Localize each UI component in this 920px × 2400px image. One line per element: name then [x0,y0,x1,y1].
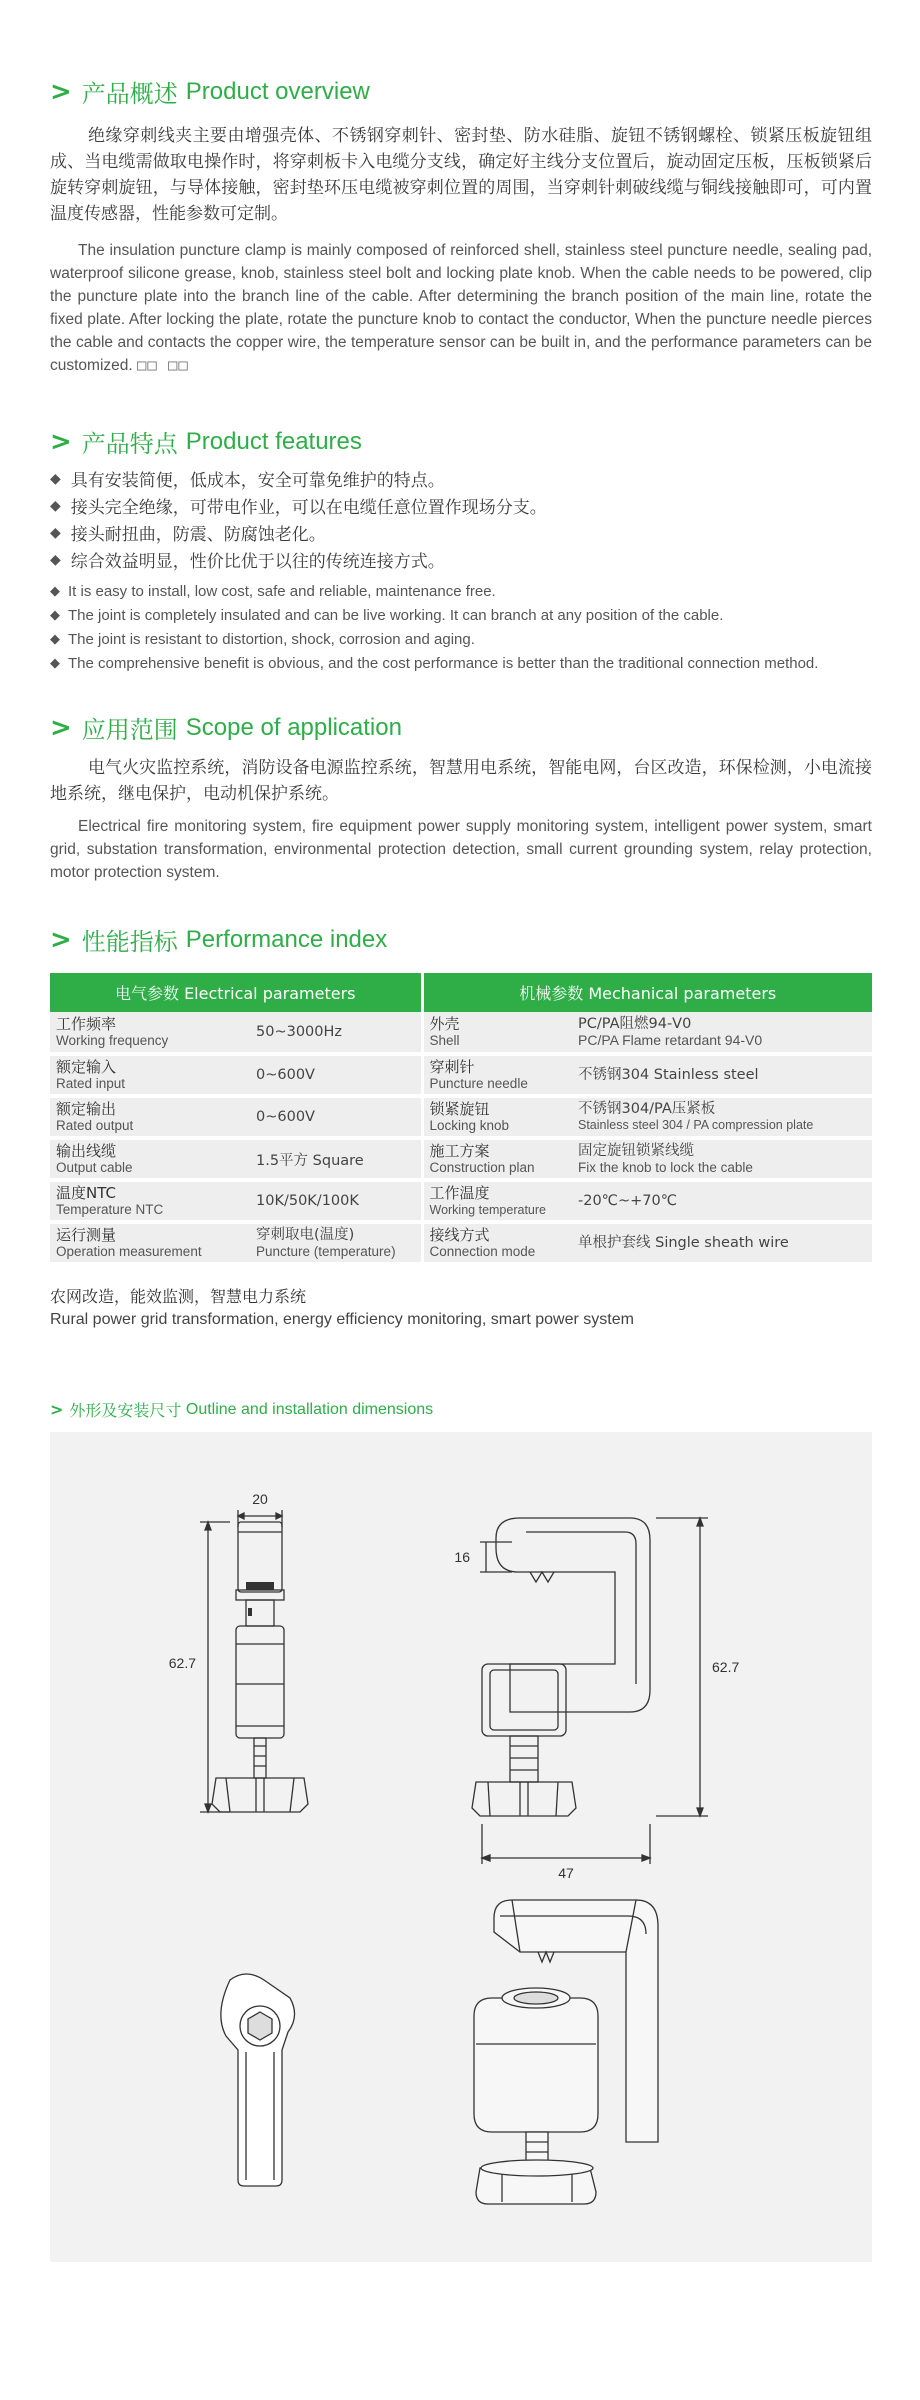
param-value-text: 固定旋钮锁紧线缆 [578,1143,694,1159]
performance-heading [50,922,872,957]
overview-paragraph-en-text: The insulation puncture clamp is mainly composed of reinforced shell, stainless steel puncture needle, sealing pad, waterproof silicone grease, knob, stainless steel bolt and locking plate knob. When the cable needs to be powered, clip the puncture plate into the branch line of the cable. After determining the branch position of the main line, rotate the fixed plate. After locking the plate, rotate the puncture knob to contact the conductor, When the puncture needle pierces the cable and contacts the copper wire, the temperature sensor can be built in, and the performance parameters can be customized. [50,242,872,374]
param-label-en: Shell [429,1032,460,1048]
param-label-cn: 工作温度 [429,1183,490,1202]
param-label-cn: 工作频率 [56,1014,117,1033]
application-note-cn: 农网改造，能效监测，智慧电力系统 [50,1287,307,1306]
param-label-cn: 接线方式 [429,1225,490,1244]
features-section [50,424,872,675]
param-value [250,1012,422,1054]
dimension-height-right-label: 62.7 [712,1659,740,1675]
param-label [50,1012,250,1054]
features-title-en: Product features [185,427,362,455]
param-value [572,1138,872,1180]
param-value-text: 0~600V [256,1067,315,1083]
features-list-en [50,579,872,675]
param-value-text: -20℃~+70℃ [578,1192,678,1209]
param-label [422,1096,572,1138]
param-value-text-en: Puncture (temperature) [256,1244,396,1259]
performance-title-cn: 性能指标 [81,929,178,956]
list-item [50,603,872,627]
diamond-bullet-icon: ◆ [50,583,60,599]
param-label [422,1054,572,1096]
list-item [50,546,872,573]
param-value [250,1138,422,1180]
overview-title-en: Product overview [185,77,370,105]
param-value [250,1222,422,1264]
list-item [50,519,872,546]
performance-section [50,922,872,1329]
param-label [50,1222,250,1264]
list-item [50,492,872,519]
param-label [50,1054,250,1096]
outline-heading [50,1398,433,1421]
feature-text: The comprehensive benefit is obvious, and the cost performance is better than the traditional connection method. [68,654,819,672]
outline-title-en: Outline and installation dimensions [185,1400,434,1418]
param-label-cn: 运行测量 [56,1225,117,1244]
list-item [50,627,872,651]
param-label-en: Rated input [56,1075,126,1091]
chevron-right-icon: > [50,426,72,457]
param-value-text: 不锈钢304/PA压紧板 [578,1101,716,1117]
diamond-bullet-icon: ◆ [50,607,60,623]
param-value [572,1180,872,1222]
scope-section [50,710,872,884]
overview-heading [50,74,872,109]
param-value-text: 1.5平方 Square [256,1152,364,1169]
param-value [250,1180,422,1222]
diamond-bullet-icon: ◆ [50,470,61,487]
electrical-parameters-header: 电气参数 Electrical parameters [50,973,422,1012]
table-header-row [50,973,872,1012]
diamond-bullet-icon: ◆ [50,497,61,514]
performance-title-en: Performance index [185,925,388,953]
param-label-en: Output cable [56,1159,133,1175]
feature-text: 接头完全绝缘，可带电作业，可以在电缆任意位置作现场分支。 [70,498,547,518]
technical-drawing [50,1432,872,2262]
chevron-right-icon: > [50,924,72,955]
feature-text: The joint is resistant to distortion, shock, corrosion and aging. [68,630,475,648]
param-label-en: Connection mode [429,1243,536,1259]
outline-title-cn: 外形及安装尺寸 [69,1403,182,1420]
param-label-cn: 温度NTC [56,1183,116,1202]
chevron-right-icon: > [50,712,72,743]
scope-title-en: Scope of application [185,713,402,741]
param-label-en: Working frequency [56,1032,169,1048]
param-label [422,1012,572,1054]
scope-heading [50,710,872,745]
param-value-text-en: Stainless steel 304 / PA compression plate [578,1118,814,1132]
table-row [50,1012,872,1054]
param-label-en: Operation measurement [56,1243,202,1259]
param-value [572,1054,872,1096]
param-label-cn: 额定输入 [56,1057,117,1076]
feature-text: The joint is completely insulated and can be live working. It can branch at any position of the cable. [68,606,724,624]
param-label [422,1222,572,1264]
overview-paragraph-cn: 绝缘穿刺线夹主要由增强壳体、不锈钢穿刺针、密封垫、防水硅脂、旋钮不锈钢螺栓、锁紧压板旋钮组成、当电缆需做取电操作时，将穿刺板卡入电缆分支线，确定好主线分支位置后，旋动固定压板，压板锁紧后旋转穿刺旋钮，与导体接触，密封垫环压电缆被穿刺位置的周围，当穿刺针刺破线缆与铜线接触即可，可内置温度传感器，性能参数可定制。 [50,126,872,224]
overview-trailing-boxes: □□ □□ [137,356,189,374]
param-label [422,1180,572,1222]
param-value-text: 0~600V [256,1109,315,1125]
param-value-text: 不锈钢304 Stainless steel [578,1066,759,1083]
table-row [50,1138,872,1180]
param-value [250,1054,422,1096]
dimension-depth-label: 47 [558,1865,574,1881]
param-label-en: Working temperature [429,1202,546,1217]
feature-text: 具有安装简便，低成本，安全可靠免维护的特点。 [70,471,445,491]
param-label-cn: 输出线缆 [56,1141,117,1160]
side-view-drawing [472,1518,708,1864]
table-row [50,1180,872,1222]
param-value [250,1096,422,1138]
overview-section [50,74,872,377]
list-item [50,465,872,492]
param-label-cn: 外壳 [429,1014,460,1033]
param-label-en: Locking knob [429,1117,510,1133]
table-row [50,1222,872,1264]
diamond-bullet-icon: ◆ [50,631,60,647]
param-value-text-en: PC/PA Flame retardant 94-V0 [578,1032,763,1048]
param-label [422,1138,572,1180]
param-label-en: Rated output [56,1117,134,1133]
features-title-cn: 产品特点 [81,431,178,458]
features-heading [50,424,872,459]
param-value [572,1222,872,1264]
param-label-cn: 锁紧旋钮 [429,1099,490,1118]
front-view-drawing [200,1510,308,1812]
parameters-table [50,973,872,1266]
mechanical-parameters-header: 机械参数 Mechanical parameters [422,973,872,1012]
param-value-text: 穿刺取电(温度) [256,1227,355,1243]
param-label-cn: 穿刺针 [429,1057,475,1076]
param-value-text: 10K/50K/100K [256,1193,359,1209]
scope-paragraph-cn: 电气火灾监控系统，消防设备电源监控系统，智慧用电系统，智能电网，台区改造，环保检测，小电流接地系统，继电保护，电动机保护系统。 [50,758,872,804]
param-label-en: Construction plan [429,1159,535,1175]
param-label-en: Temperature NTC [56,1201,164,1217]
feature-text: It is easy to install, low cost, safe and reliable, maintenance free. [68,582,496,600]
dimension-gap-label: 16 [454,1549,470,1565]
list-item [50,579,872,603]
param-value [572,1096,872,1138]
param-label [50,1138,250,1180]
scope-title-cn: 应用范围 [81,717,178,744]
diamond-bullet-icon: ◆ [50,655,60,671]
chevron-right-icon: > [50,1400,64,1419]
feature-text: 综合效益明显，性价比优于以往的传统连接方式。 [70,552,445,572]
list-item [50,651,872,675]
features-list-cn [50,465,872,573]
param-label-en: Puncture needle [429,1075,528,1091]
param-label-cn: 施工方案 [429,1141,490,1160]
param-value-text: 50~3000Hz [256,1024,343,1040]
param-value [572,1012,872,1054]
dimension-width-label: 20 [252,1491,268,1507]
param-label [50,1096,250,1138]
overview-paragraph-en [50,239,872,377]
dimension-height-left-label: 62.7 [168,1655,196,1671]
perspective-view-drawing [474,1900,658,2204]
param-value-text: 单根护套线 Single sheath wire [578,1234,789,1251]
overview-title-cn: 产品概述 [81,81,178,108]
param-label-cn: 额定输出 [56,1099,117,1118]
chevron-right-icon: > [50,76,72,107]
scope-paragraph-en: Electrical fire monitoring system, fire equipment power supply monitoring system, intelligent power system, smart grid, substation transformation, environmental protection detection, small current grounding system, relay protection, motor protection system. [50,818,872,881]
feature-text: 接头耐扭曲，防震、防腐蚀老化。 [70,525,326,545]
drawing-panel [50,1432,872,2262]
table-row [50,1096,872,1138]
param-value-text-en: Fix the knob to lock the cable [578,1160,753,1175]
param-value-text: PC/PA阻燃94-V0 [578,1016,692,1032]
diamond-bullet-icon: ◆ [50,551,61,568]
param-label [50,1180,250,1222]
top-view-drawing [221,1974,295,2186]
application-note-en: Rural power grid transformation, energy efficiency monitoring, smart power system [50,1311,634,1328]
table-row [50,1054,872,1096]
diamond-bullet-icon: ◆ [50,524,61,541]
